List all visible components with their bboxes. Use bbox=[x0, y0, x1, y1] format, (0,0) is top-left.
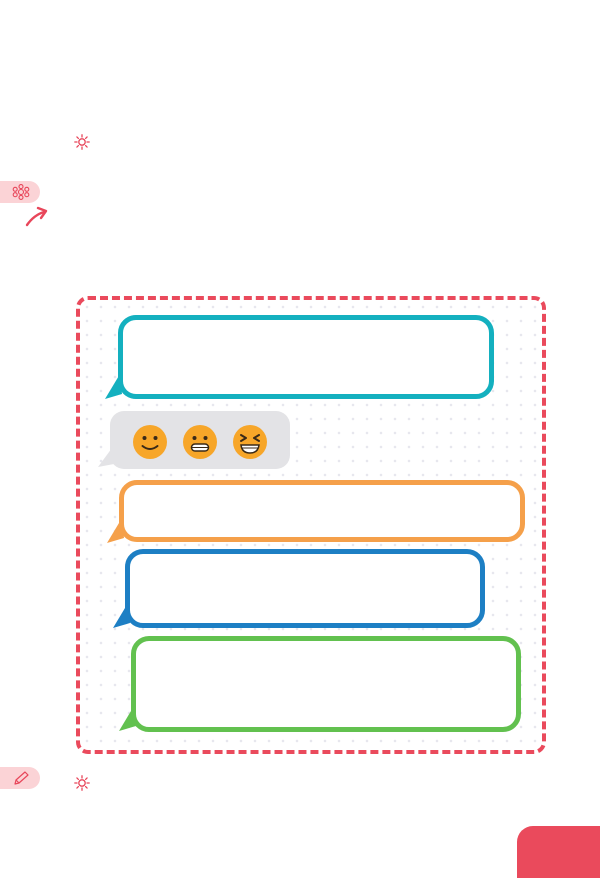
message-bubble-1 bbox=[118, 315, 494, 399]
top-dots-decoration bbox=[0, 6, 600, 26]
arrow-icon bbox=[24, 205, 50, 229]
sun-icon bbox=[74, 775, 90, 791]
bubble-tail-3 bbox=[110, 601, 138, 631]
message-bubble-4 bbox=[131, 636, 521, 732]
group-work-tab bbox=[0, 181, 40, 203]
emoji-bubble-tail bbox=[96, 446, 120, 470]
qr-code[interactable] bbox=[500, 56, 548, 104]
pencil-icon bbox=[12, 770, 30, 786]
laugh-emoji-icon bbox=[232, 424, 268, 460]
group-icon bbox=[12, 184, 30, 200]
bubble-tail-4 bbox=[116, 704, 144, 734]
message-bubble-3 bbox=[125, 549, 485, 628]
page-number bbox=[517, 826, 600, 878]
sun-icon bbox=[74, 134, 90, 150]
writing-tab bbox=[0, 767, 40, 789]
smile-emoji-icon bbox=[132, 424, 168, 460]
bubble-tail-2 bbox=[104, 516, 132, 546]
bubble-tail-1 bbox=[102, 372, 130, 402]
grin-emoji-icon bbox=[182, 424, 218, 460]
emoji-bubble bbox=[110, 411, 290, 469]
message-bubble-2 bbox=[119, 480, 525, 542]
bottom-dots-decoration bbox=[0, 820, 600, 826]
